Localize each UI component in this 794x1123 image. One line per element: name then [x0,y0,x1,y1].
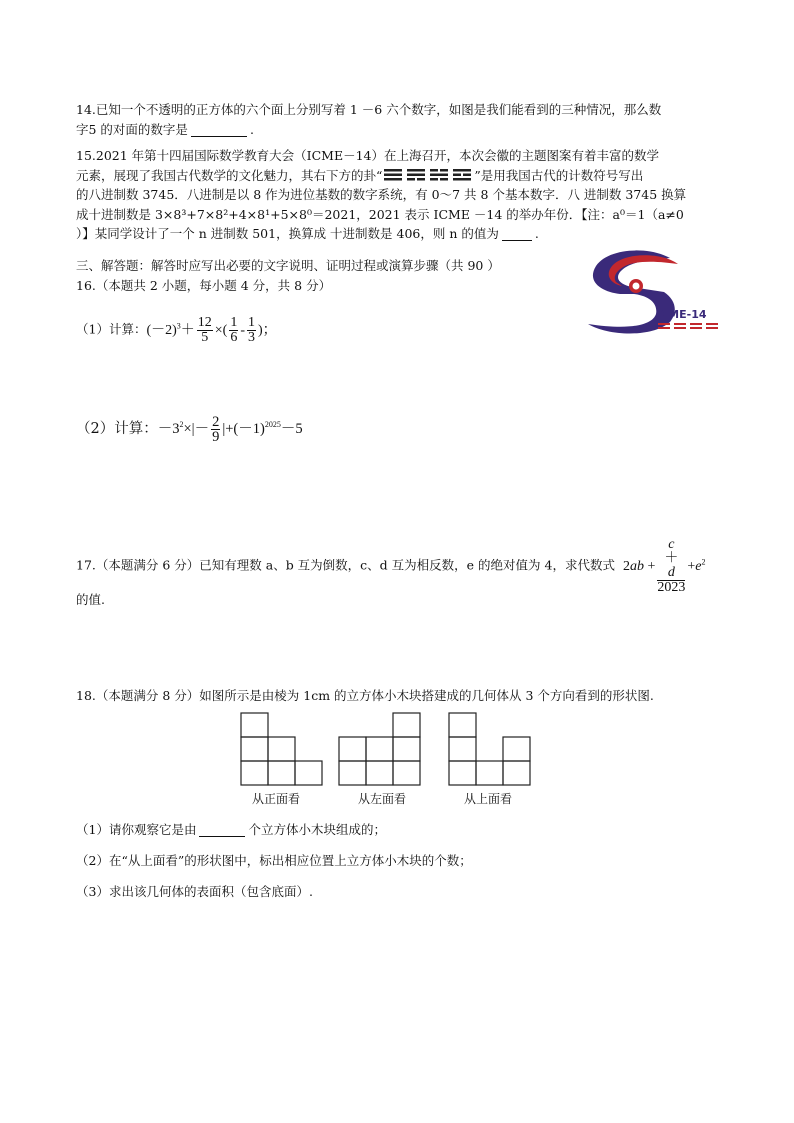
q15-line2-text: 元素，展现了我国古代数学的文化魅力，其右下方的卦“ [76,167,383,183]
q15-line5-end: . [534,226,539,241]
front-view-label: 从正面看 [252,792,301,806]
q15-line5 [76,224,736,244]
q16-part1-label: （1）计算： [76,321,147,337]
gua-symbol-icon [382,168,474,182]
top-view-figure [448,712,532,786]
q15-line2 [76,166,736,186]
q18-step2: （2）在“从上面看”的形状图中，标出相应位置上立方体小木块的个数； [76,853,472,868]
q16-part1-expr: $(-2)^3+$ $\frac{12}{5}$ ×( $\frac{1}{6}$ - $\frac{1}{3}$ )； [146,314,277,345]
q15-line5-text: ）】某同学设计了一个 n 进制数 501，换算成 十进制数是 406，则 n 的值为 [76,226,499,241]
question-15 [76,146,736,244]
section-3-title: 三、解答题：解答时应写出必要的文字说明、证明过程或演算步骤（共 90 ） [76,258,500,273]
q14-line2-text: 字5 的对面的数字是 [76,122,188,137]
answer-blank[interactable] [502,226,532,241]
answer-blank[interactable] [199,822,245,837]
q18-step1-end: 个立方体小木块组成的； [248,822,386,837]
top-view-label: 从上面看 [464,792,513,806]
icme-logo [578,248,726,338]
q15-line2-end: ”是用我国古代的计数符号写出 [474,167,644,183]
logo-text: ICME-14 [656,308,707,321]
q14-line2 [76,120,736,140]
q17-expr: 2ab + c ＋ d 2023 $+e^2$ [622,537,706,595]
q15-line1: 15.2021 年第十四届国际数学教育大会（ICME－14）在上海召开，本次会徽的主题图案有着丰富的数学 [76,148,659,163]
q15-line4: 成十进制数是 3×8³+7×8²+4×8¹+5×8⁰＝2021，2021 表示 ICME －14 的举办年份．【注：a⁰＝1（a≠0 [76,206,684,222]
q16-part2-label: （2）计算： [76,420,158,437]
question-17 [76,538,705,595]
answer-blank[interactable] [191,122,247,137]
q16-part2 [76,410,303,444]
q16-part2-expr: $-3^2\times|-$ $\frac{2}{9}$ $|+(-1)^{2025}-5$ [157,414,303,445]
left-view-label: 从左面看 [358,792,407,806]
q14-line1: 14.已知一个不透明的正方体的六个面上分别写着 1 －6 六个数字，如图是我们能看到的三种情况，那么数 [76,102,662,117]
q16-title: 16.（本题共 2 小题，每小题 4 分，共 8 分） [76,278,332,293]
q18-title: 18.（本题满分 8 分）如图所示是由棱为 1cm 的立方体小木块搭建成的几何体从 3 个方向看到的形状图. [76,688,654,703]
q14-line2-end: . [249,122,254,137]
q18-step3: （3）求出该几何体的表面积（包含底面）. [76,884,313,899]
q15-line3: 的八进制数 3745．八进制是以 8 作为进位基数的数字系统，有 0～7 共 8 个基本数字．八 进制数 3745 换算 [76,187,687,202]
q17-tail: 的值. [76,592,105,607]
q17-text: 17.（本题满分 6 分）已知有理数 a、b 互为倒数，c、d 互为相反数，e 的绝对值为 4，求代数式 [76,557,615,573]
q18-step1-text: （1）请你观察它是由 [76,822,197,837]
q18-step1 [76,820,386,840]
q16-part1 [76,311,277,346]
left-view-figure [338,712,422,786]
front-view-figure [240,712,324,786]
question-14 [76,100,736,140]
